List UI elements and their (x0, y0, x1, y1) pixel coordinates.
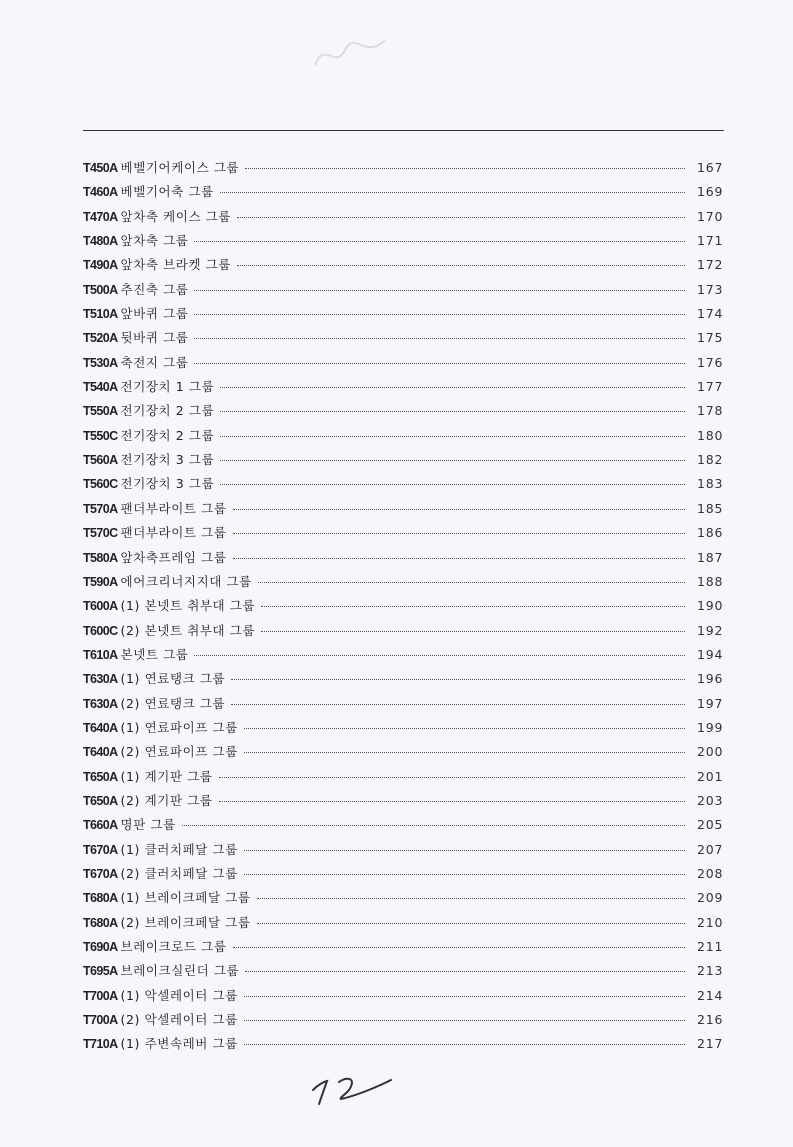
dot-leader (194, 338, 685, 339)
entry-code: T560C (83, 477, 118, 492)
toc-entry (83, 353, 723, 377)
dot-leader (244, 752, 685, 753)
dot-leader (220, 192, 685, 193)
dot-leader (258, 582, 685, 583)
entry-title: (1) 연료탱크 그룹 (120, 671, 226, 687)
entry-title: (2) 연료파이프 그룹 (120, 744, 238, 760)
entry-title: 앞차축프레임 그룹 (120, 549, 227, 565)
dot-leader (231, 679, 685, 680)
entry-title: 앞바퀴 그룹 (120, 306, 189, 322)
entry-page-number: 167 (697, 160, 724, 175)
toc-entry (83, 937, 723, 961)
toc-entry (83, 815, 723, 839)
dot-leader (237, 217, 685, 218)
toc-entry (83, 450, 723, 474)
entry-title: (2) 브레이크페달 그룹 (120, 914, 251, 930)
toc-entry (83, 913, 723, 937)
entry-code: T710A (83, 1037, 118, 1052)
toc-entry (83, 426, 723, 450)
entry-page-number: 171 (697, 233, 724, 249)
entry-page-number: 217 (697, 1036, 724, 1052)
entry-page-number: 186 (697, 525, 724, 541)
entry-code: T490A (83, 258, 118, 273)
entry-code: T530A (83, 355, 118, 370)
entry-title: (2) 클러치페달 그룹 (120, 865, 238, 881)
entry-title: 에어크리너지지대 그룹 (120, 573, 252, 589)
entry-code: T660A (83, 818, 118, 833)
entry-page-number: 205 (697, 817, 724, 833)
entry-code: T690A (83, 940, 118, 954)
entry-page-number: 207 (697, 841, 724, 857)
entry-title: (1) 악셀레이터 그룹 (120, 987, 238, 1003)
entry-title: (2) 본넷트 취부대 그룹 (120, 622, 256, 638)
entry-title: (1) 연료파이프 그룹 (120, 719, 238, 735)
entry-code: T650A (83, 793, 118, 808)
dot-leader (237, 265, 685, 266)
handwritten-page-mark (305, 1068, 400, 1113)
entry-page-number: 176 (697, 354, 724, 370)
toc-entry (83, 280, 723, 304)
toc-entry (83, 548, 723, 572)
entry-page-number: 196 (697, 671, 724, 687)
entry-page-number: 192 (697, 622, 724, 638)
toc-entry (83, 474, 723, 498)
dot-leader (233, 509, 685, 510)
entry-title: 앞차축 케이스 그룹 (120, 208, 232, 224)
entry-page-number: 199 (697, 719, 724, 735)
toc-entry (83, 669, 723, 693)
entry-title: 전기장치 2 그룹 (120, 427, 215, 443)
toc-entry (83, 1034, 723, 1058)
entry-code: T450A (83, 161, 118, 175)
entry-title: (1) 주변속레버 그룹 (120, 1036, 238, 1052)
entry-page-number: 214 (697, 987, 724, 1003)
entry-title: 본넷트 그룹 (120, 646, 189, 662)
dot-leader (219, 777, 685, 778)
dot-leader (231, 704, 685, 705)
entry-title: 베벨기어축 그룹 (120, 184, 214, 200)
faint-show-through-mark (305, 30, 395, 80)
entry-title: 앞차축 그룹 (120, 233, 189, 249)
dot-leader (233, 558, 685, 559)
toc-entry (83, 328, 723, 352)
entry-page-number: 210 (697, 914, 724, 930)
entry-code: T650A (83, 769, 118, 784)
entry-page-number: 200 (697, 744, 724, 760)
dot-leader (182, 825, 685, 826)
dot-leader (244, 1044, 685, 1045)
toc-entry (83, 864, 723, 888)
entry-code: T600C (83, 623, 118, 638)
toc-entry (83, 986, 723, 1010)
entry-code: T550C (83, 428, 118, 443)
dot-leader (245, 971, 685, 972)
toc-entry (83, 694, 723, 718)
toc-entry (83, 840, 723, 864)
dot-leader (194, 363, 685, 364)
entry-code: T570C (83, 526, 118, 541)
dot-leader (220, 460, 685, 461)
entry-page-number: 201 (697, 768, 724, 784)
toc-entry (83, 377, 723, 401)
toc-entry (83, 401, 723, 425)
toc-entry (83, 1010, 723, 1034)
toc-entry (83, 742, 723, 766)
entry-page-number: 213 (697, 963, 724, 979)
entry-code: T570A (83, 501, 118, 516)
dot-leader (244, 874, 685, 875)
entry-page-number: 180 (697, 427, 724, 443)
entry-page-number: 185 (697, 500, 724, 516)
toc-entry (83, 182, 723, 206)
entry-title: 브레이크실린더 그룹 (120, 963, 240, 979)
dot-leader (233, 533, 685, 534)
toc-entry (83, 231, 723, 255)
entry-page-number: 187 (697, 549, 724, 565)
entry-code: T610A (83, 647, 118, 662)
entry-title: 전기장치 1 그룹 (120, 379, 215, 395)
entry-title: (1) 계기판 그룹 (120, 768, 213, 784)
entry-title: (2) 악셀레이터 그룹 (120, 1012, 238, 1028)
entry-code: T520A (83, 331, 118, 346)
toc-entry (83, 304, 723, 328)
entry-code: T670A (83, 842, 118, 857)
entry-page-number: 194 (697, 646, 724, 662)
entry-page-number: 170 (697, 208, 724, 224)
entry-title: 팬더부라이트 그룹 (120, 500, 227, 516)
entry-code: T470A (83, 209, 118, 224)
entry-page-number: 173 (697, 281, 724, 297)
toc-entry (83, 791, 723, 815)
entry-code: T680A (83, 915, 118, 930)
entry-code: T600A (83, 599, 118, 614)
dot-leader (220, 387, 685, 388)
entry-title: 명판 그룹 (120, 817, 176, 833)
dot-leader (194, 314, 685, 315)
entry-title: (2) 연료탱크 그룹 (120, 695, 226, 711)
dot-leader (245, 168, 685, 169)
entry-title: 전기장치 3 그룹 (120, 452, 215, 468)
dot-leader (244, 996, 685, 997)
entry-page-number: 178 (697, 403, 724, 419)
entry-title: (2) 계기판 그룹 (120, 792, 213, 808)
entry-code: T510A (83, 307, 118, 322)
toc-entry (83, 767, 723, 791)
dot-leader (220, 411, 685, 412)
toc-entry (83, 621, 723, 645)
toc-entry (83, 645, 723, 669)
toc-entry (83, 523, 723, 547)
entry-code: T480A (83, 234, 118, 249)
entry-title: (1) 클러치페달 그룹 (120, 841, 238, 857)
entry-page-number: 197 (697, 695, 724, 711)
entry-title: 앞차축 브라켓 그룹 (120, 257, 232, 273)
dot-leader (194, 241, 685, 242)
entry-code: T540A (83, 380, 118, 395)
toc-entry (83, 255, 723, 279)
toc-entry (83, 961, 723, 985)
entry-page-number: 190 (697, 598, 724, 614)
entry-code: T500A (83, 282, 118, 297)
dot-leader (219, 801, 685, 802)
entry-code: T700A (83, 988, 118, 1003)
dot-leader (194, 655, 685, 656)
entry-title: (1) 본넷트 취부대 그룹 (120, 598, 256, 614)
entry-page-number: 174 (697, 306, 724, 322)
entry-title: 베벨기어케이스 그룹 (120, 160, 240, 175)
entry-code: T680A (83, 891, 118, 906)
entry-page-number: 177 (697, 379, 724, 395)
entry-page-number: 172 (697, 257, 724, 273)
toc-entry (83, 888, 723, 912)
entry-code: T640A (83, 720, 118, 735)
entry-title: 팬더부라이트 그룹 (120, 525, 227, 541)
dot-leader (261, 631, 685, 632)
entry-code: T460A (83, 185, 118, 200)
toc-entry (83, 158, 723, 182)
entry-page-number: 188 (697, 573, 724, 589)
table-of-contents (83, 158, 723, 1059)
toc-entry (83, 596, 723, 620)
entry-page-number: 216 (697, 1012, 724, 1028)
entry-page-number: 183 (697, 476, 724, 492)
entry-title: 축전지 그룹 (120, 354, 189, 370)
entry-code: T670A (83, 866, 118, 881)
dot-leader (261, 606, 685, 607)
toc-entry (83, 718, 723, 742)
entry-page-number: 169 (697, 184, 724, 200)
entry-title: 뒷바퀴 그룹 (120, 330, 189, 346)
entry-page-number: 182 (697, 452, 724, 468)
dot-leader (194, 290, 685, 291)
dot-leader (244, 850, 685, 851)
entry-page-number: 208 (697, 865, 724, 881)
entry-code: T630A (83, 672, 118, 687)
header-rule (83, 130, 724, 131)
toc-entry (83, 207, 723, 231)
entry-page-number: 175 (697, 330, 724, 346)
entry-title: (1) 브레이크페달 그룹 (120, 890, 251, 906)
entry-code: T580A (83, 550, 118, 565)
dot-leader (244, 728, 685, 729)
entry-code: T630A (83, 696, 118, 711)
dot-leader (244, 1020, 685, 1021)
entry-code: T550A (83, 404, 118, 419)
entry-title: 추진축 그룹 (120, 281, 189, 297)
entry-page-number: 209 (697, 890, 724, 906)
dot-leader (257, 923, 685, 924)
entry-code: T560A (83, 453, 118, 468)
entry-title: 브레이크로드 그룹 (120, 939, 227, 954)
toc-entry (83, 499, 723, 523)
entry-page-number: 203 (697, 792, 724, 808)
dot-leader (233, 947, 685, 948)
toc-entry (83, 572, 723, 596)
entry-page-number: 211 (697, 939, 724, 954)
entry-code: T700A (83, 1013, 118, 1028)
entry-title: 전기장치 2 그룹 (120, 403, 215, 419)
dot-leader (220, 436, 685, 437)
entry-code: T640A (83, 745, 118, 760)
dot-leader (257, 898, 685, 899)
entry-code: T695A (83, 964, 118, 979)
entry-title: 전기장치 3 그룹 (120, 476, 215, 492)
dot-leader (220, 484, 685, 485)
entry-code: T590A (83, 574, 118, 589)
